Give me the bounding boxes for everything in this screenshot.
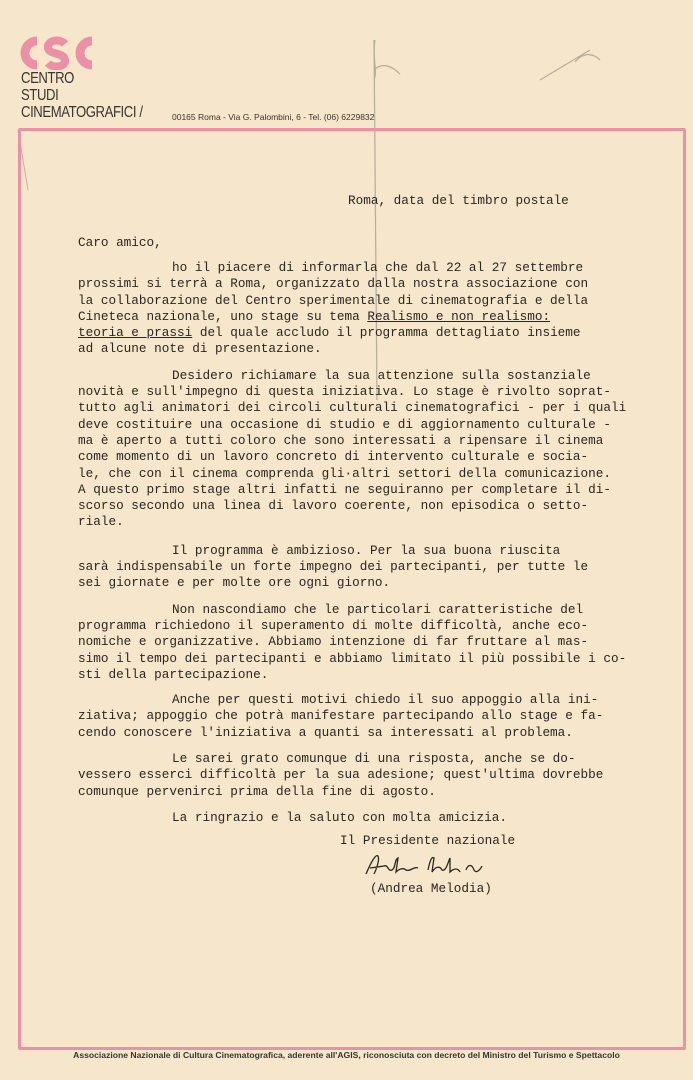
text-line: Anche per questi motivi chiedo il suo appoggio alla ini- bbox=[172, 692, 599, 708]
text-line: Il programma è ambizioso. Per la sua buona riuscita bbox=[172, 542, 561, 558]
paragraph-6 bbox=[78, 751, 626, 800]
text-line: comunque pervenirci prima della fine di agosto. bbox=[78, 783, 436, 799]
text-segment: del quale accludo il programma dettagliato insieme bbox=[192, 325, 581, 341]
text-line: simo il tempo dei partecipanti e abbiamo limitato il più possibile i co- bbox=[78, 650, 627, 666]
text-line: nomiche e organizzative. Abbiamo intenzione di far fruttare al mas- bbox=[78, 634, 589, 650]
text-line: Non nascondiamo che le particolari caratteristiche del bbox=[172, 601, 584, 617]
text-line: scorso secondo una linea di lavoro coerente, non episodica o setto- bbox=[78, 498, 589, 514]
text-line bbox=[78, 325, 626, 341]
text-line: sarà indispensabile un forte impegno dei partecipanti, per tutte le bbox=[78, 559, 589, 575]
text-line: prossimi si terrà a Roma, organizzato dalla nostra associazione con bbox=[78, 276, 589, 292]
text-line: sti della partecipazione. bbox=[78, 666, 269, 682]
closing bbox=[78, 810, 626, 826]
text-line: vessero esserci difficoltà per la sua adesione; quest'ultima dovrebbe bbox=[78, 767, 604, 783]
text-line: ho il piacere di informarla che dal 22 al 27 settembre bbox=[172, 260, 584, 275]
signatory-title: Il Presidente nazionale bbox=[340, 833, 516, 848]
text-line: ad alcune note di presentazione. bbox=[78, 341, 322, 357]
footer-note: Associazione Nazionale di Cultura Cinematografica, aderente all'AGIS, riconosciuta con decreto del Ministro del Turismo e Spettacolo bbox=[73, 1050, 620, 1060]
text-segment: Cineteca nazionale, uno stage su tema bbox=[78, 308, 368, 324]
stage-title-underlined: Realismo e non realismo: bbox=[367, 308, 551, 324]
org-line: CENTRO bbox=[21, 70, 74, 87]
organization-name bbox=[21, 70, 143, 121]
text-line bbox=[78, 309, 626, 325]
text-line: Le sarei grato comunque di una risposta, anche se do- bbox=[172, 751, 576, 767]
text-line: novità e sull'impegno di questa iniziativa. Lo stage è rivolto soprat- bbox=[78, 384, 611, 400]
text-line: programma richiedono il superamento di molte difficoltà, anche eco- bbox=[78, 617, 589, 633]
text-line: riale. bbox=[78, 514, 124, 530]
text-line: sei giornate e per molte ore ogni giorno. bbox=[78, 575, 391, 591]
letter-body bbox=[78, 260, 626, 836]
text-line: la collaborazione del Centro sperimentale di cinematografia e della bbox=[78, 292, 589, 308]
paragraph-5 bbox=[78, 692, 626, 741]
handwritten-signature bbox=[362, 850, 502, 885]
text-line: come momento di un lavoro concreto di intervento culturale e socia- bbox=[78, 449, 589, 465]
text-line: cendo conoscere l'iniziativa a quanti sa interessati al problema. bbox=[78, 724, 573, 740]
text-line: ziativa; appoggio che potrà manifestare partecipando allo stage e fa- bbox=[78, 708, 604, 724]
greeting: Caro amico, bbox=[78, 235, 162, 250]
text-line: deve costituire una occasione di studio e di aggiornamento culturale - bbox=[78, 416, 611, 432]
paragraph-1 bbox=[78, 260, 626, 358]
text-line: ma è aperto a tutti coloro che sono interessati a ripensare il cinema bbox=[78, 432, 604, 448]
text-line: tutto agli animatori dei circoli culturali cinematografici - per i quali bbox=[78, 400, 627, 416]
text-line: Desidero richiamare la sua attenzione sulla sostanziale bbox=[172, 367, 591, 383]
signatory-name: (Andrea Melodia) bbox=[370, 881, 492, 896]
org-line: STUDI bbox=[21, 87, 59, 104]
text-line: La ringrazio e la saluto con molta amicizia. bbox=[172, 809, 508, 825]
text-line: le, che con il cinema comprenda gli·altri settori della comunicazione. bbox=[78, 465, 611, 481]
paragraph-3 bbox=[78, 543, 626, 592]
paragraph-4 bbox=[78, 602, 626, 683]
stage-title-underlined: teoria e prassi bbox=[78, 325, 193, 341]
text-line: A questo primo stage altri infatti ne seguiranno per completare il di- bbox=[78, 481, 611, 497]
address: 00165 Roma - Via G. Palombini, 6 - Tel. (06) 6229832 bbox=[172, 112, 375, 122]
paragraph-2 bbox=[78, 368, 626, 531]
org-line: CINEMATOGRAFICI / bbox=[21, 104, 143, 121]
letter-date: Roma, data del timbro postale bbox=[348, 193, 569, 208]
